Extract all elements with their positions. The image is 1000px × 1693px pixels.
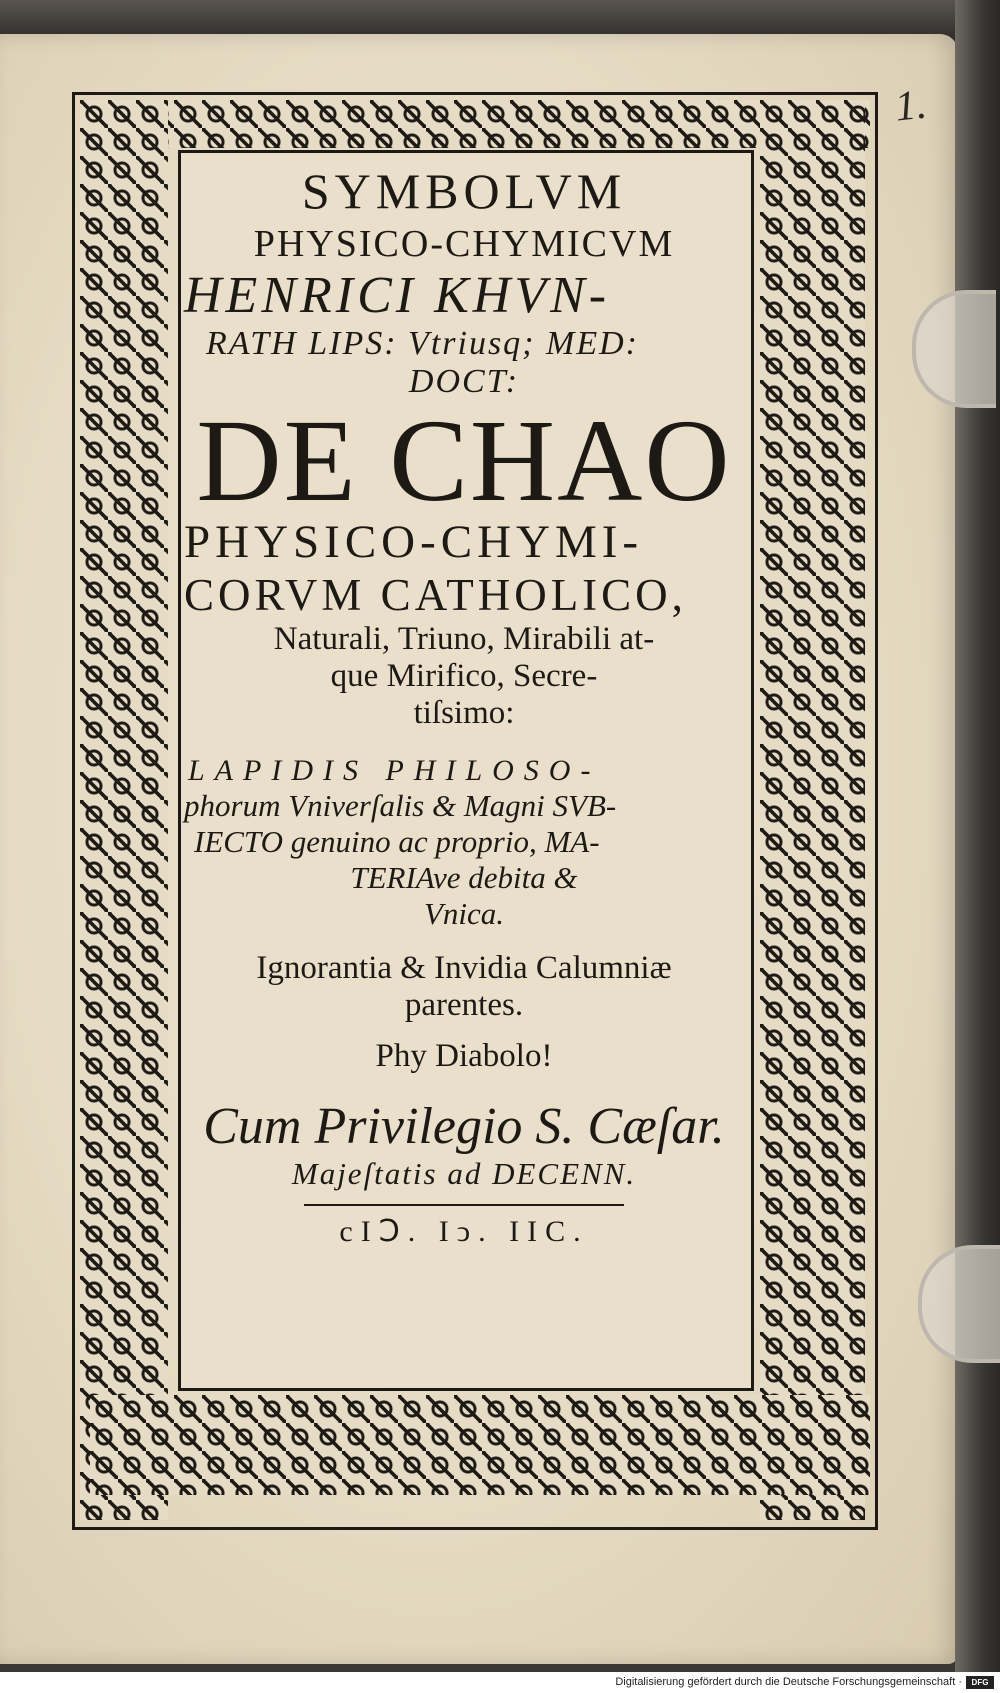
digitization-footer xyxy=(0,1672,1000,1693)
main-title: DE CHAO xyxy=(196,395,732,526)
dfg-logo-icon: DFG xyxy=(966,1676,994,1689)
motto-line: Ignorantia & Invidia Calumniæ xyxy=(256,950,672,986)
motto-line: Phy Diabolo! xyxy=(375,1038,553,1074)
subtitle-line: que Mirifico, Secre- xyxy=(330,658,598,694)
subtitle-line: tiſsimo: xyxy=(413,695,515,731)
divider-rule xyxy=(304,1204,624,1206)
subtitle-line: Vnica. xyxy=(423,896,505,931)
author-line: DOCT: xyxy=(408,363,520,400)
title-line: PHYSICO-CHYMICVM xyxy=(253,223,675,265)
ornament-border-bottom xyxy=(90,1395,870,1495)
subtitle-line: phorum Vniverſalis & Magni SVB- xyxy=(184,788,617,823)
subtitle-line: IECTO genuino ac proprio, MA- xyxy=(194,824,600,859)
privilege-line: Cum Privilegio S. Cæſar. xyxy=(203,1098,725,1155)
subtitle-line: LAPIDIS PHILOSO- xyxy=(188,754,601,787)
book-edge xyxy=(955,0,1000,1693)
title-line: PHYSICO-CHYMI- xyxy=(184,516,644,568)
motto-line: parentes. xyxy=(404,987,524,1023)
ornament-border-right xyxy=(760,100,865,1520)
subtitle-line: Naturali, Triuno, Mirabili at- xyxy=(273,621,655,657)
subtitle-line: TERIAve debita & xyxy=(350,860,578,895)
footer-credit: Digitalisierung gefördert durch die Deutsche Forschungsgemeinschaft · xyxy=(615,1676,962,1688)
author-line: HENRICI KHVN- xyxy=(184,267,611,324)
date-line: cIↃ. Iↄ. IIC. xyxy=(339,1215,589,1248)
title-line: SYMBOLVM xyxy=(301,163,627,219)
page-number: 1. xyxy=(892,81,929,131)
title-text-block xyxy=(184,162,744,1249)
ornament-border-left xyxy=(80,100,168,1520)
privilege-line: Majeſtatis ad DECENN. xyxy=(291,1156,637,1191)
ornament-border-top xyxy=(90,100,870,148)
author-line: RATH LIPS: Vtriusq; MED: xyxy=(206,325,639,362)
title-line: CORVM CATHOLICO, xyxy=(184,570,687,620)
